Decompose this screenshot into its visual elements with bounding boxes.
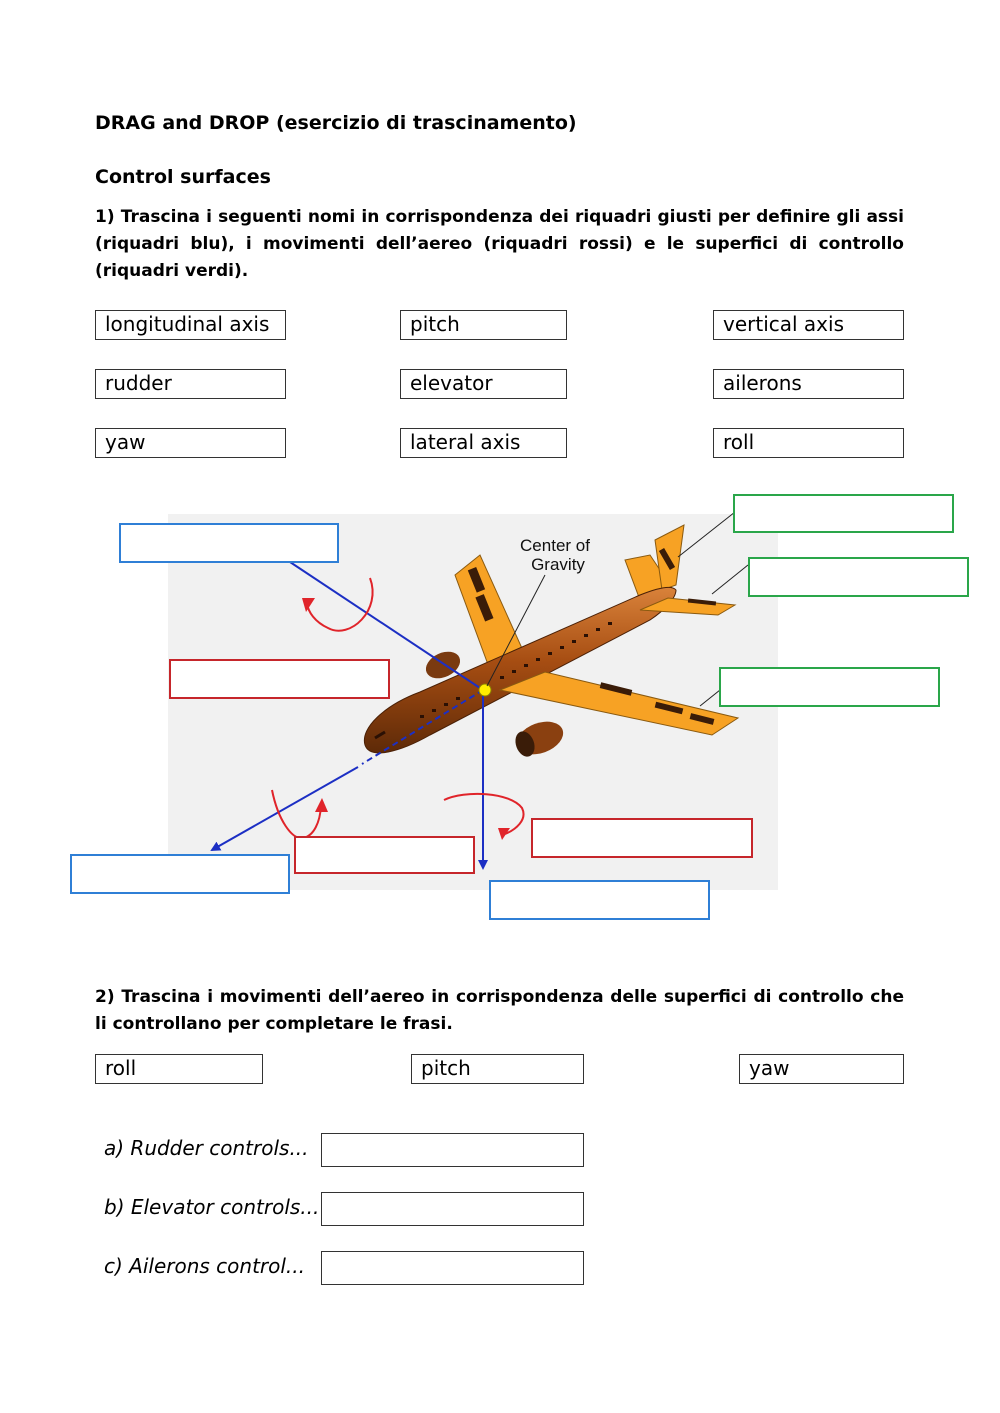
- drop-box-surface-2[interactable]: [748, 557, 969, 597]
- sentence-b-label: b) Elevator controls...: [104, 1195, 320, 1219]
- drop-box-axis-1[interactable]: [119, 523, 339, 563]
- drag-word-ailerons[interactable]: ailerons: [713, 369, 904, 399]
- exercise-1-instruction: 1) Trascina i seguenti nomi in corrispondenza dei riquadri giusti per definire gli assi (riquadri blu), i movimenti dell’aereo (riquadri rossi) e le superfici di controllo (riquadri verdi).: [95, 207, 904, 281]
- drag-word-roll[interactable]: roll: [713, 428, 904, 458]
- drop-box-axis-3[interactable]: [489, 880, 710, 920]
- drag-word-rudder[interactable]: rudder: [95, 369, 286, 399]
- drop-box-surface-3[interactable]: [719, 667, 940, 707]
- center-of-gravity-label-1: Center of: [520, 536, 590, 555]
- sentence-a-drop-box[interactable]: [321, 1133, 584, 1167]
- drag-word-roll-2[interactable]: roll: [95, 1054, 263, 1084]
- sentence-a-label: a) Rudder controls...: [104, 1136, 309, 1160]
- drop-box-movement-2[interactable]: [294, 836, 475, 874]
- drag-word-elevator[interactable]: elevator: [400, 369, 567, 399]
- drag-word-lateral-axis[interactable]: lateral axis: [400, 428, 567, 458]
- drop-box-movement-3[interactable]: [531, 818, 753, 858]
- drag-word-vertical-axis[interactable]: vertical axis: [713, 310, 904, 340]
- sentence-c-label: c) Ailerons control...: [104, 1254, 306, 1278]
- exercise-2-instruction: 2) Trascina i movimenti dell’aereo in corrispondenza delle superfici di controllo che li controllano per completare le frasi.: [95, 987, 904, 1034]
- drop-box-surface-1[interactable]: [733, 494, 954, 533]
- drag-word-yaw[interactable]: yaw: [95, 428, 286, 458]
- drag-word-pitch-2[interactable]: pitch: [411, 1054, 584, 1084]
- drop-box-movement-1[interactable]: [169, 659, 390, 699]
- section-title: Control surfaces: [95, 166, 271, 188]
- drag-word-yaw-2[interactable]: yaw: [739, 1054, 904, 1084]
- drag-word-longitudinal-axis[interactable]: longitudinal axis: [95, 310, 286, 340]
- drop-box-axis-2[interactable]: [70, 854, 290, 894]
- sentence-c-drop-box[interactable]: [321, 1251, 584, 1285]
- center-of-gravity-label-2: Gravity: [531, 555, 585, 574]
- drag-word-pitch[interactable]: pitch: [400, 310, 567, 340]
- page-title: DRAG and DROP (esercizio di trascinamento): [95, 112, 577, 134]
- sentence-b-drop-box[interactable]: [321, 1192, 584, 1226]
- center-of-gravity-dot: [479, 684, 491, 696]
